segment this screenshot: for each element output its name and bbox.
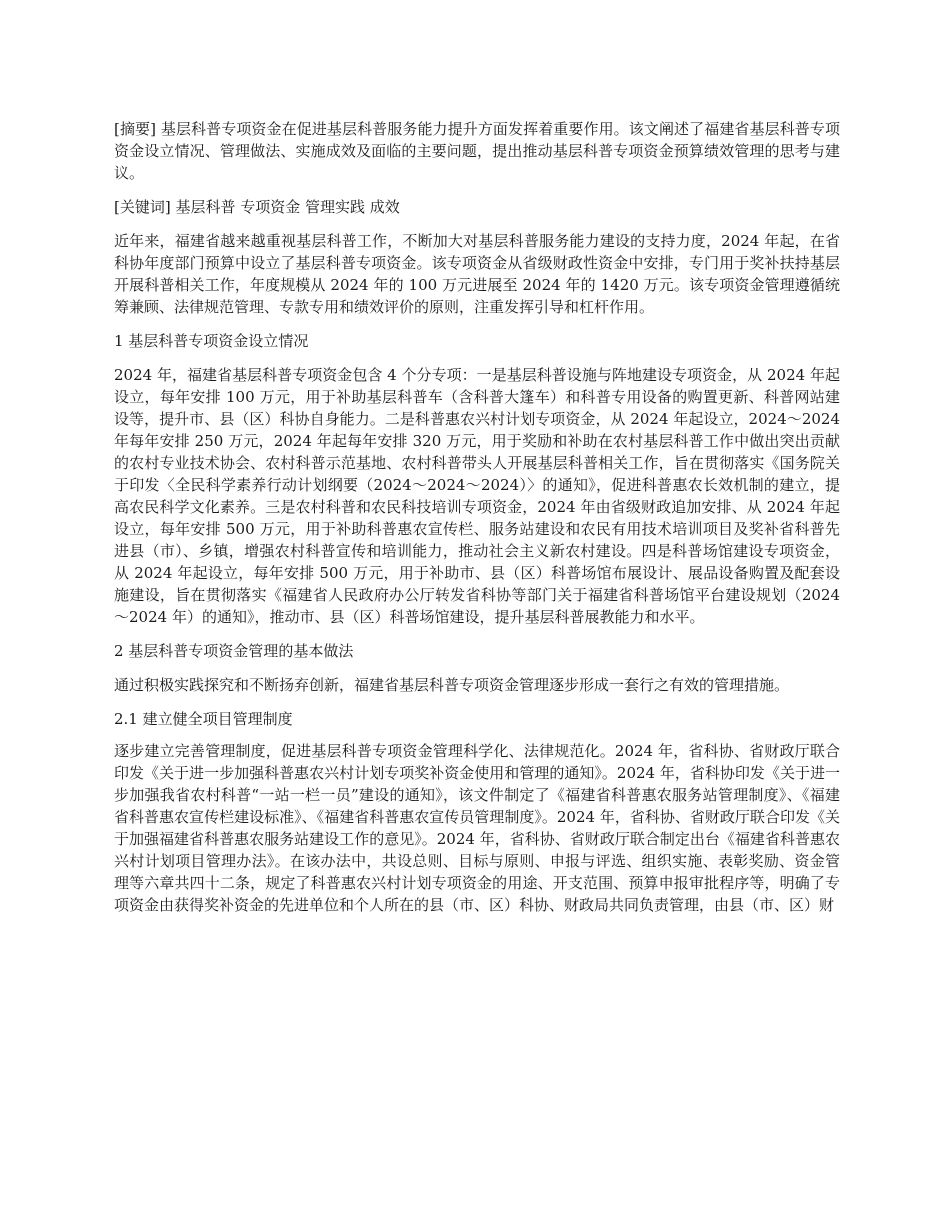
abstract: [摘要] 基层科普专项资金在促进基层科普服务能力提升方面发挥着重要作用。该文阐述了福建省基层科普专项资金设立情况、管理做法、实施成效及面临的主要问题，提出推动基层科普专项资金预算绩效管理的思考与建议。 — [114, 120, 840, 182]
section-2-1-heading: 2.1 建立健全项目管理制度 — [114, 710, 293, 728]
intro-paragraph: 近年来，福建省越来越重视基层科普工作，不断加大对基层科普服务能力建设的支持力度，2024 年起，在省科协年度部门预算中设立了基层科普专项资金。该专项资金从省级财政性资金中安排，专门用于奖补扶持基层开展科普相关工作，年度规模从 2024 年的 100 万元进展至 2024 年的 1420 万元。该专项资金管理遵循统筹兼顾、法律规范管理、专款专用和绩效评价的原则，注重发挥引导和杠杆作用。 — [114, 232, 840, 316]
section-2-heading: 2 基层科普专项资金管理的基本做法 — [114, 642, 354, 660]
section-2-paragraph: 通过积极实践探究和不断扬弃创新，福建省基层科普专项资金管理逐步形成一套行之有效的管理措施。 — [114, 676, 790, 694]
section-1-heading: 1 基层科普专项资金设立情况 — [114, 332, 309, 350]
document-page — [114, 118, 840, 928]
keywords: [关键词] 基层科普 专项资金 管理实践 成效 — [114, 198, 400, 216]
section-2-1-paragraph: 逐步建立完善管理制度，促进基层科普专项资金管理科学化、法律规范化。2024 年，省科协、省财政厅联合印发《关于进一步加强科普惠农兴村计划专项奖补资金使用和管理的通知》。2024 年，省科协印发《关于进一步加强我省农村科普“一站一栏一员”建设的通知》，该文件制定了《福建省科普惠农服务站管理制度》、《福建省科普惠农宣传栏建设标准》、《福建省科普惠农宣传员管理制度》。2024 年，省科协、省财政厅联合印发《关于加强福建省科普惠农服务站建设工作的意见》。2024 年，省科协、省财政厅联合制定出台《福建省科普惠农兴村计划项目管理办法》。在该办法中，共设总则、目标与原则、申报与评选、组织实施、表彰奖励、资金管理等六章共四十二条，规定了科普惠农兴村计划专项资金的用途、开支范围、预算申报审批程序等，明确了专项资金由获得奖补资金的先进单位和个人所在的县（市、区）科协、财政局共同负责管理，由县（市、区）财 — [114, 742, 840, 914]
section-1-paragraph: 2024 年，福建省基层科普专项资金包含 4 个分专项：一是基层科普设施与阵地建设专项资金，从 2024 年起设立，每年安排 100 万元，用于补助基层科普车（含科普大篷车）和科普专用设备的购置更新、科普网站建设等，提升市、县（区）科协自身能力。二是科普惠农兴村计划专项资金，从 2024 年起设立，2024～2024 年每年安排 250 万元，2024 年起每年安排 320 万元，用于奖励和补助在农村基层科普工作中做出突出贡献的农村专业技术协会、农村科普示范基地、农村科普带头人开展基层科普相关工作，旨在贯彻落实《国务院关于印发〈全民科学素养行动计划纲要（2024～2024～2024）〉的通知》，促进科普惠农长效机制的建立，提高农民科学文化素养。三是农村科普和农民科技培训专项资金，2024 年由省级财政追加安排、从 2024 年起设立，每年安排 500 万元，用于补助科普惠农宣传栏、服务站建设和农民有用技术培训项目及奖补省科普先进县（市）、乡镇，增强农村科普宣传和培训能力，推动社会主义新农村建设。四是科普场馆建设专项资金，从 2024 年起设立，每年安排 500 万元，用于补助市、县（区）科普场馆布展设计、展品设备购置及配套设施建设，旨在贯彻落实《福建省人民政府办公厅转发省科协等部门关于福建省科普场馆平台建设规划（2024～2024 年）的通知》，推动市、县（区）科普场馆建设，提升基层科普展教能力和水平。 — [114, 366, 840, 626]
